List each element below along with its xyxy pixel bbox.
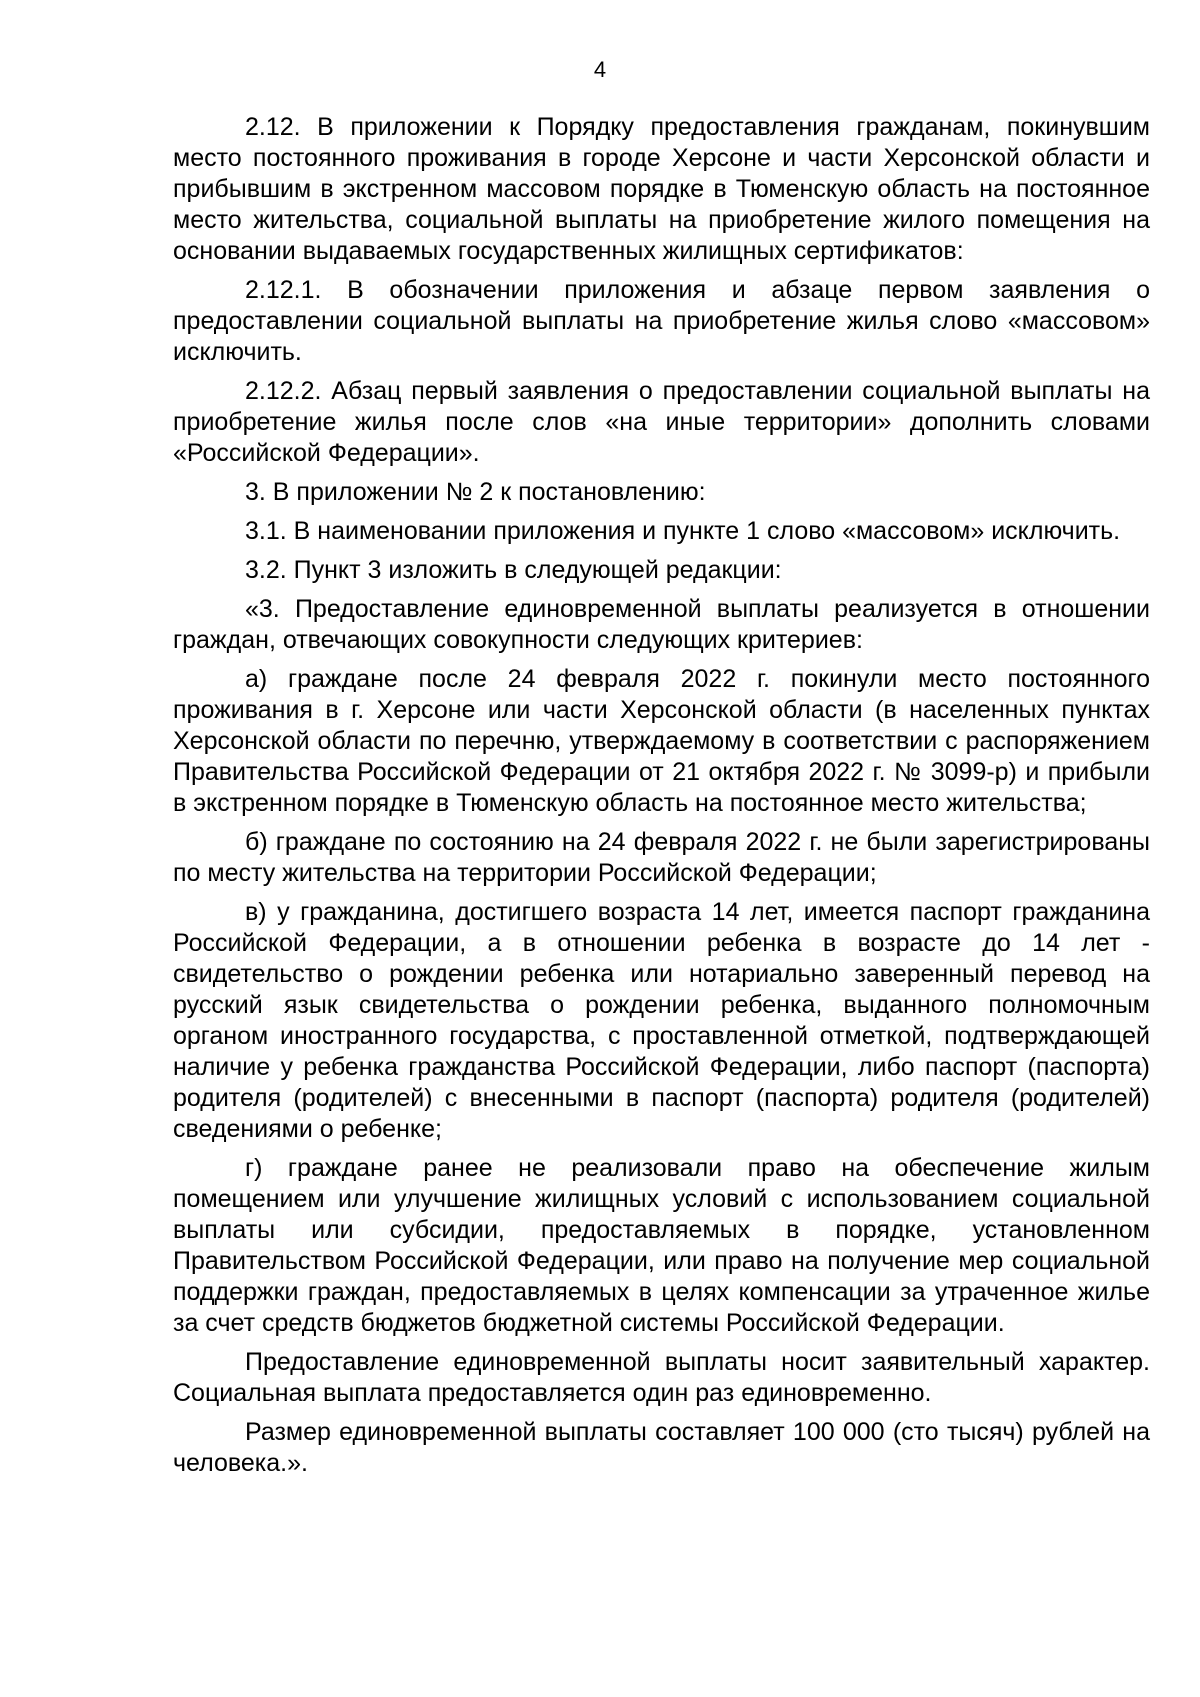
- paragraph-payment-amount: Размер единовременной выплаты составляет 100 000 (сто тысяч) рублей на человека.».: [173, 1418, 1150, 1477]
- paragraph-application-nature: Предоставление единовременной выплаты носит заявительный характер. Социальная выплата предоставляется один раз единовременно.: [173, 1348, 1150, 1407]
- paragraph-quoted-3: «3. Предоставление единовременной выплаты реализуется в отношении граждан, отвечающих совокупности следующих критериев:: [173, 595, 1150, 654]
- document-body: [173, 112, 1150, 1487]
- page-number: 4: [593, 57, 607, 82]
- paragraph-2-12: 2.12. В приложении к Порядку предоставления гражданам, покинувшим место постоянного проживания в городе Херсоне и части Херсонской области и прибывшим в экстренном массовом порядке в Тюменскую область на постоянное место жительства, социальной выплаты на приобретение жилого помещения на основании выдаваемых государственных жилищных сертификатов:: [173, 113, 1150, 265]
- criterion-b: б) граждане по состоянию на 24 февраля 2022 г. не были зарегистрированы по месту жительства на территории Российской Федерации;: [173, 828, 1150, 887]
- paragraph-3-2: 3.2. Пункт 3 изложить в следующей редакции:: [245, 556, 782, 584]
- paragraph-3-1: 3.1. В наименовании приложения и пункте 1 слово «массовом» исключить.: [245, 517, 1121, 545]
- paragraph-3: 3. В приложении № 2 к постановлению:: [245, 478, 706, 506]
- paragraph-2-12-2: 2.12.2. Абзац первый заявления о предоставлении социальной выплаты на приобретение жилья после слов «на иные территории» дополнить словами «Российской Федерации».: [173, 377, 1150, 467]
- criterion-v: в) у гражданина, достигшего возраста 14 лет, имеется паспорт гражданина Российской Федерации, а в отношении ребенка в возрасте до 14 лет - свидетельство о рождении ребенка или нотариально заверенный перевод на русский язык свидетельства о рождении ребенка, выданного полномочным органом иностранного государства, с проставленной отметкой, подтверждающей наличие у ребенка гражданства Российской Федерации, либо паспорт (паспорта) родителя (родителей) с внесенными в паспорт (паспорта) родителя (родителей) сведениями о ребенке;: [173, 898, 1150, 1143]
- criterion-a: а) граждане после 24 февраля 2022 г. покинули место постоянного проживания в г. Херсоне или части Херсонской области (в населенных пунктах Херсонской области по перечню, утверждаемому в соответствии с распоряжением Правительства Российской Федерации от 21 октября 2022 г. № 3099-р) и прибыли в экстренном порядке в Тюменскую область на постоянное место жительства;: [173, 665, 1150, 817]
- paragraph-2-12-1: 2.12.1. В обозначении приложения и абзаце первом заявления о предоставлении социальной выплаты на приобретение жилья слово «массовом» исключить.: [173, 276, 1150, 366]
- criterion-g: г) граждане ранее не реализовали право на обеспечение жилым помещением или улучшение жилищных условий с использованием социальной выплаты или субсидии, предоставляемых в порядке, установленном Правительством Российской Федерации, или право на получение мер социальной поддержки граждан, предоставляемых в целях компенсации за утраченное жилье за счет средств бюджетов бюджетной системы Российской Федерации.: [173, 1154, 1150, 1337]
